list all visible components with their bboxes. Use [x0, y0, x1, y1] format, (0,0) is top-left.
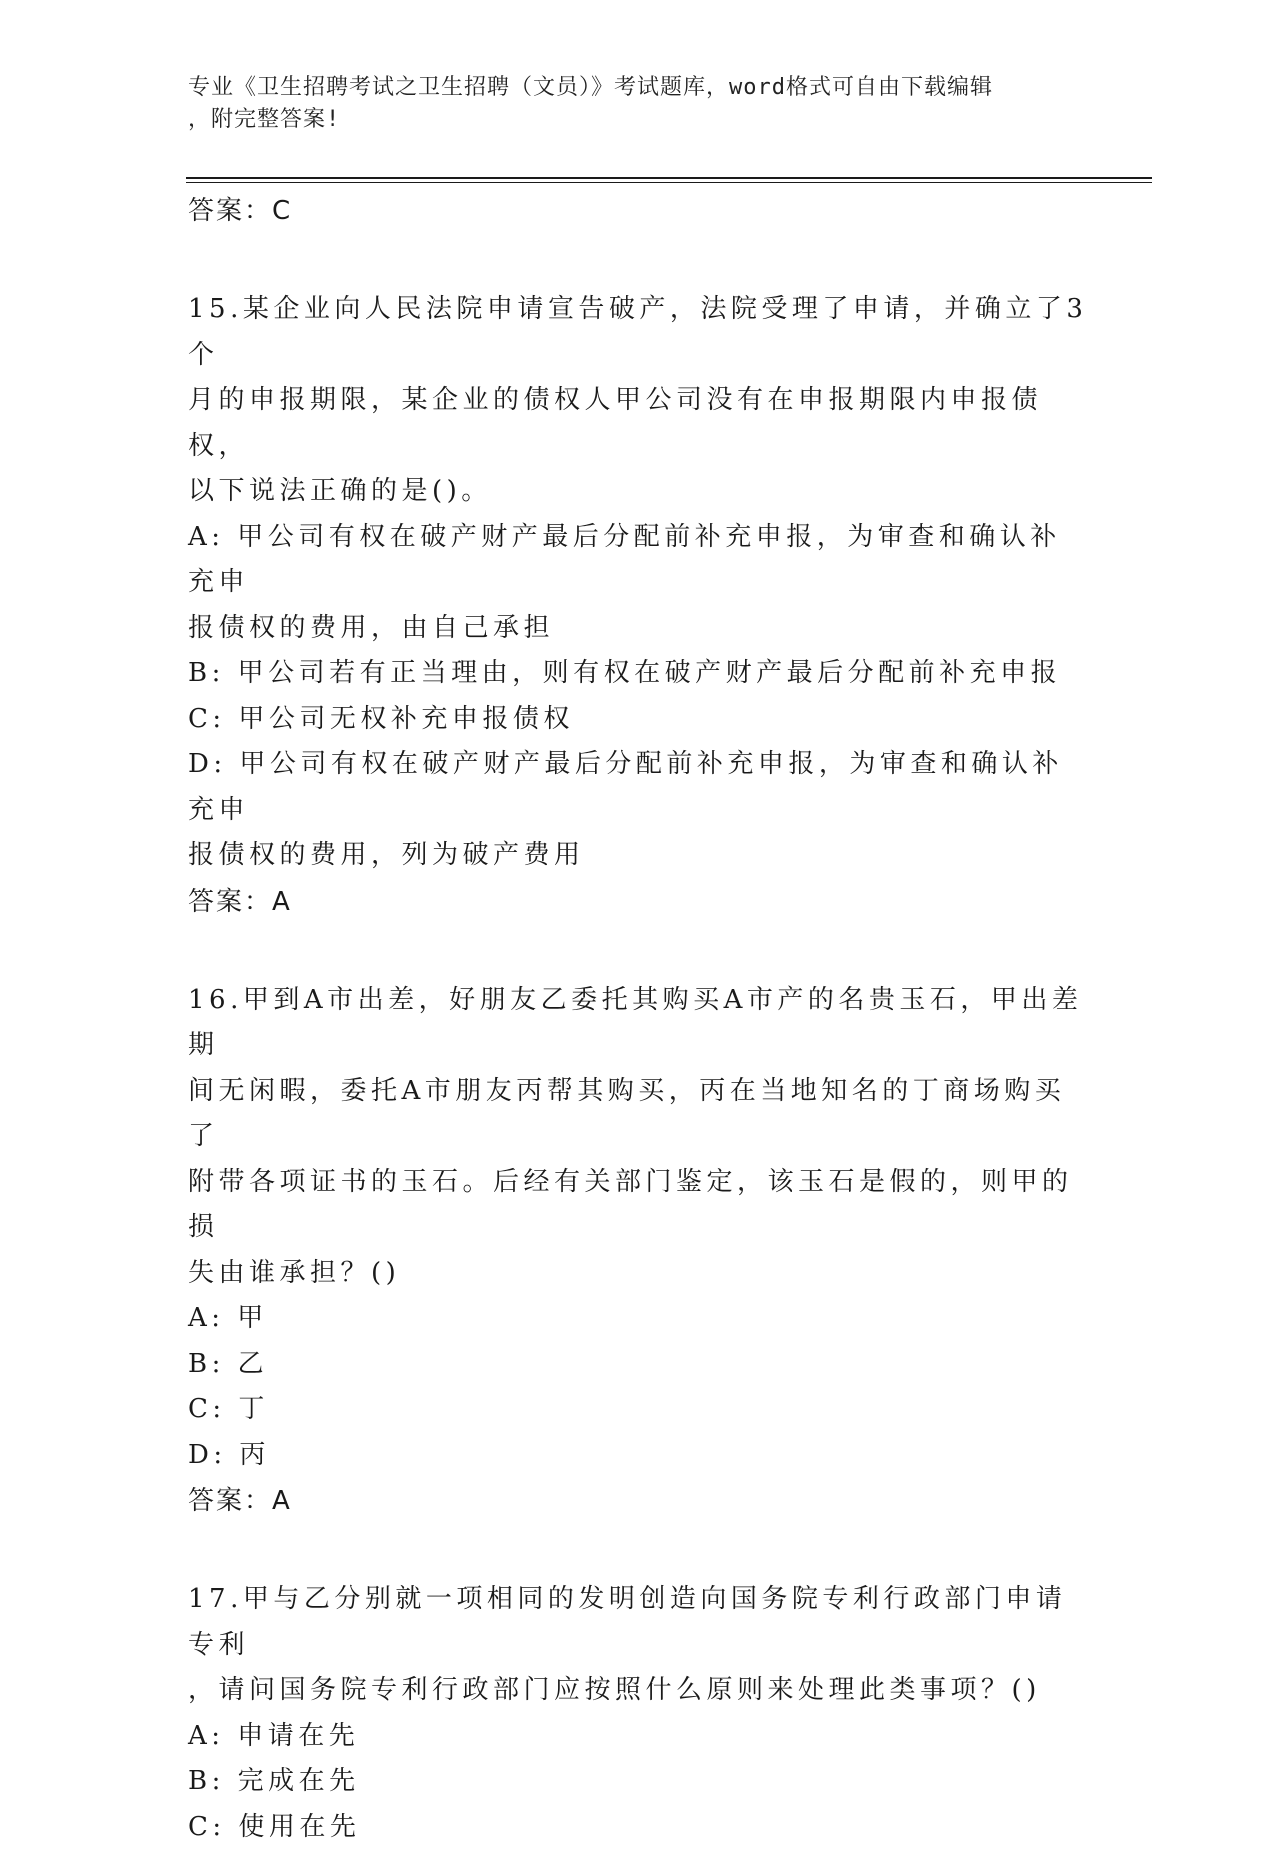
spacer	[188, 1524, 1088, 1577]
answer-line: 答案：A	[188, 1478, 1088, 1524]
option-d-line: D: 甲公司有权在破产财产最后分配前补充申报，为审查和确认补充申	[188, 742, 1088, 833]
spacer	[188, 234, 1088, 287]
option-c: C: 甲公司无权补充申报债权	[188, 697, 1088, 743]
option-c: C: 使用在先	[188, 1805, 1088, 1850]
question-stem-line: 15.某企业向人民法院申请宣告破产，法院受理了申请，并确立了3个	[188, 287, 1088, 378]
document-body	[188, 188, 1088, 1850]
option-b: B: 完成在先	[188, 1759, 1088, 1805]
question-stem-line: 附带各项证书的玉石。后经有关部门鉴定，该玉石是假的，则甲的损	[188, 1160, 1088, 1251]
question-17	[188, 1577, 1088, 1850]
option-b: B: 甲公司若有正当理由，则有权在破产财产最后分配前补充申报	[188, 651, 1088, 697]
answer-line: 答案：C	[188, 188, 1088, 234]
option-d-line: 报债权的费用，列为破产费用	[188, 833, 1088, 879]
question-15	[188, 287, 1088, 925]
answer-line: 答案：A	[188, 879, 1088, 925]
question-stem-line: 以下说法正确的是()。	[188, 469, 1088, 515]
header-rule-thin	[186, 182, 1152, 183]
option-a-line: 报债权的费用，由自己承担	[188, 606, 1088, 652]
header-line-2: ，附完整答案!	[188, 104, 1088, 136]
question-16	[188, 978, 1088, 1525]
option-a: A: 申请在先	[188, 1714, 1088, 1760]
option-b: B: 乙	[188, 1342, 1088, 1388]
question-stem-line: 16.甲到A市出差，好朋友乙委托其购买A市产的名贵玉石，甲出差期	[188, 978, 1088, 1069]
option-a-line: A: 甲公司有权在破产财产最后分配前补充申报，为审查和确认补充申	[188, 515, 1088, 606]
question-stem-line: 失由谁承担？()	[188, 1251, 1088, 1297]
question-stem-line: 月的申报期限，某企业的债权人甲公司没有在申报期限内申报债权，	[188, 378, 1088, 469]
question-stem-line: 间无闲暇，委托A市朋友丙帮其购买，丙在当地知名的丁商场购买了	[188, 1069, 1088, 1160]
spacer	[188, 925, 1088, 978]
question-stem-line: 17.甲与乙分别就一项相同的发明创造向国务院专利行政部门申请专利	[188, 1577, 1088, 1668]
header-line-1: 专业《卫生招聘考试之卫生招聘（文员）》考试题库，word格式可自由下载编辑	[188, 72, 1088, 104]
option-c: C: 丁	[188, 1387, 1088, 1433]
option-d: D: 丙	[188, 1433, 1088, 1479]
question-stem-line: ，请问国务院专利行政部门应按照什么原则来处理此类事项？()	[188, 1668, 1088, 1714]
option-a: A: 甲	[188, 1296, 1088, 1342]
document-header	[188, 72, 1088, 136]
header-rule-thick	[186, 177, 1152, 179]
